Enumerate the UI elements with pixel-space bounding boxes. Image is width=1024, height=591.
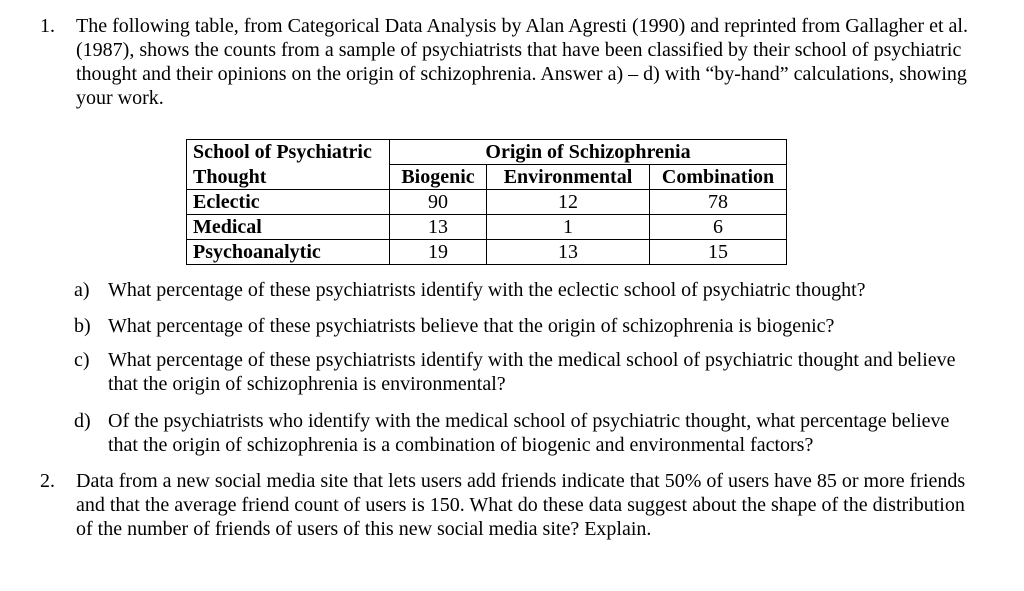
cell-eclectic-biogenic: 90 [390,190,487,215]
table-row-eclectic [187,190,787,215]
subquestion-d-text: Of the psychiatrists who identify with the medical school of psychiatric thought, what percentage believe that the origin of schizophrenia is a combination of biogenic and environmental factors? [108,410,950,456]
subquestion-d [74,409,974,457]
row-header-line-2: Thought [187,165,390,190]
column-header-environmental: Environmental [487,165,650,190]
cell-psychoanalytic-biogenic: 19 [390,240,487,265]
cell-medical-biogenic: 13 [390,215,487,240]
subquestion-b [74,314,974,338]
question-1-number: 1. [40,15,55,37]
cell-psychoanalytic-combination: 15 [650,240,787,265]
schizophrenia-table [186,139,787,265]
group-header: Origin of Schizophrenia [390,140,787,165]
row-header-line-1: School of Psychiatric [187,140,390,165]
table-row-psychoanalytic [187,240,787,265]
subquestion-a [74,278,974,302]
subquestion-c-text: What percentage of these psychiatrists identify with the medical school of psychiatric thought and believe that the origin of schizophrenia is environmental? [108,349,956,395]
table-header-row-1 [187,140,787,165]
cell-eclectic-environmental: 12 [487,190,650,215]
subquestion-c-label: c) [74,349,90,371]
column-header-biogenic: Biogenic [390,165,487,190]
row-label-medical: Medical [187,215,390,240]
question-2-number: 2. [40,470,55,492]
subquestion-a-text: What percentage of these psychiatrists identify with the eclectic school of psychiatric thought? [108,279,866,301]
cell-medical-environmental: 1 [487,215,650,240]
subquestion-b-text: What percentage of these psychiatrists believe that the origin of schizophrenia is biogenic? [108,315,835,337]
row-label-psychoanalytic: Psychoanalytic [187,240,390,265]
subquestion-b-label: b) [74,315,91,337]
question-1 [40,14,980,110]
subquestion-d-label: d) [74,410,91,432]
subquestion-c [74,348,974,396]
subquestion-a-label: a) [74,279,90,301]
question-1-text: The following table, from Categorical Data Analysis by Alan Agresti (1990) and reprinted from Gallagher et al. (1987), shows the counts from a sample of psychiatrists that have been classified by their school of psychiatric thought and their opinions on the origin of schizophrenia. Answer a) – d) with “by-hand” calculations, showing your work. [76,15,968,109]
question-2 [40,469,980,541]
question-2-text: Data from a new social media site that lets users add friends indicate that 50% of users have 85 or more friends and that the average friend count of users is 150. What do these data suggest about the shape of the distribution of the number of friends of users of this new social media site? Explain. [76,470,966,540]
cell-psychoanalytic-environmental: 13 [487,240,650,265]
column-header-combination: Combination [650,165,787,190]
table-header-row-2 [187,165,787,190]
table-row-medical [187,215,787,240]
row-label-eclectic: Eclectic [187,190,390,215]
cell-eclectic-combination: 78 [650,190,787,215]
cell-medical-combination: 6 [650,215,787,240]
